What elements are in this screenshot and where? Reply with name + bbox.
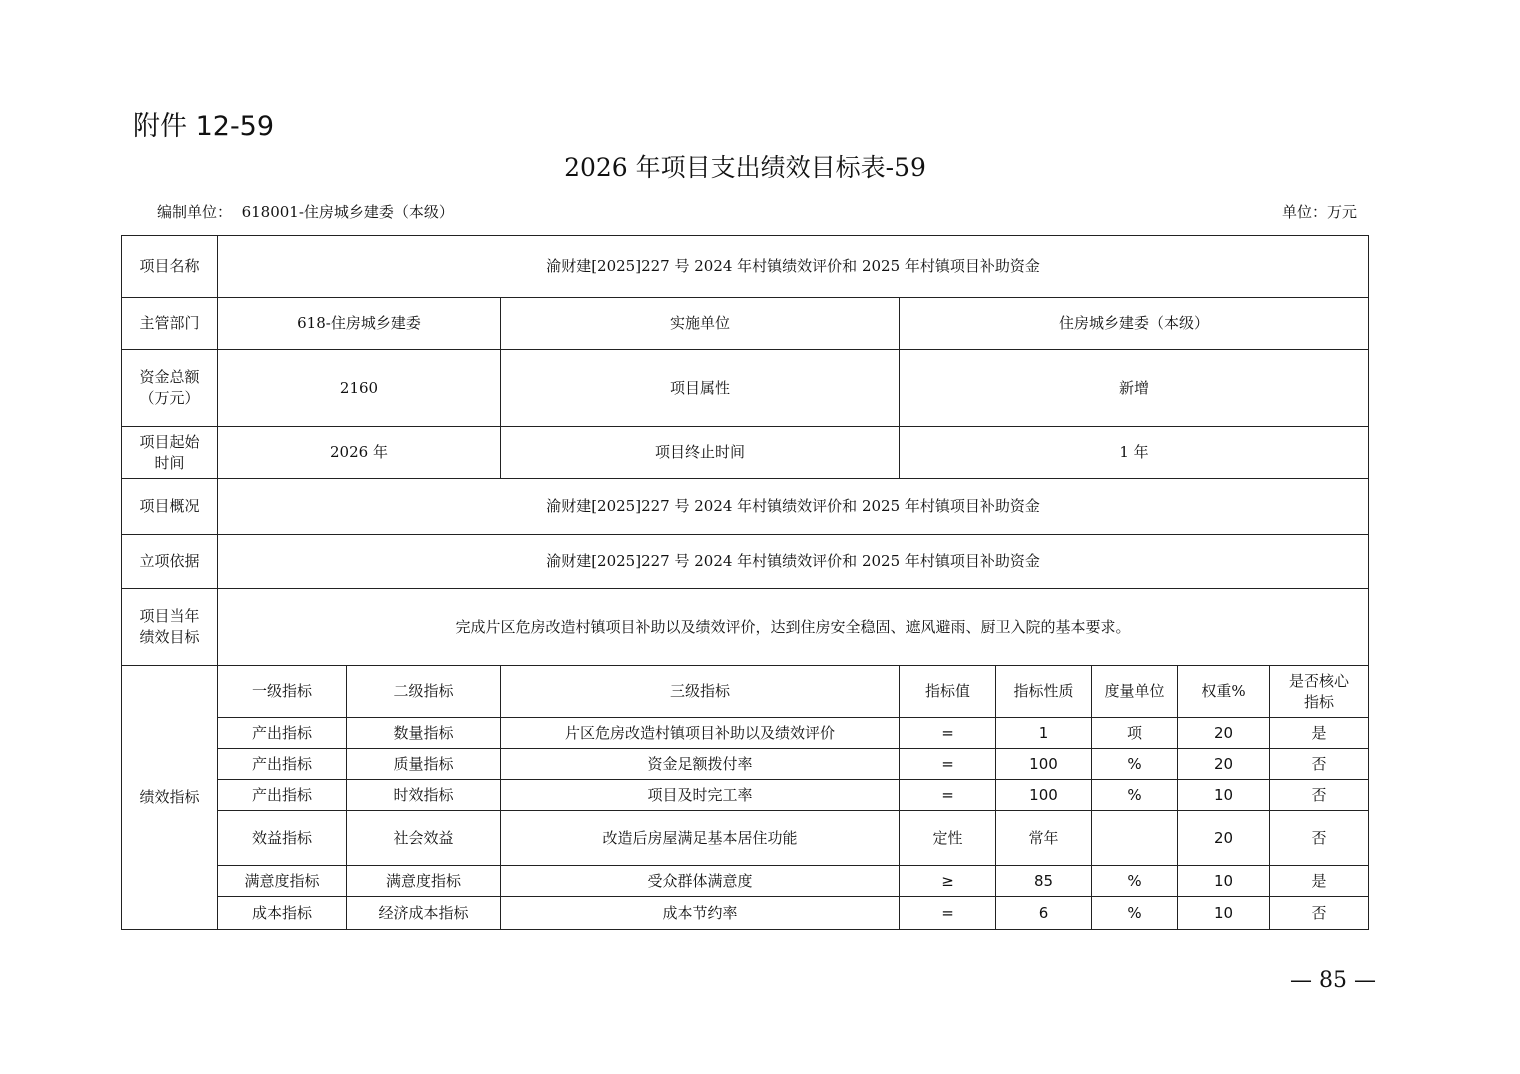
core-cell: 否 [1270, 780, 1369, 811]
page-title: 2026 年项目支出绩效目标表-59 [564, 153, 926, 182]
level2-cell: 时效指标 [347, 780, 501, 811]
table-row [122, 749, 1369, 780]
label-cell: 项目终止时间 [501, 427, 900, 479]
unit-cell: % [1092, 749, 1178, 780]
compiler-unit [157, 201, 454, 222]
row-fund [122, 350, 1369, 427]
table-row [122, 811, 1369, 866]
value-cell: 新增 [900, 350, 1369, 427]
indicator-header-row [122, 666, 1369, 718]
nature-cell: 85 [996, 866, 1092, 897]
weight-cell: 10 [1178, 866, 1270, 897]
nature-cell: 常年 [996, 811, 1092, 866]
level1-cell: 产出指标 [218, 718, 347, 749]
label-cell: 项目属性 [501, 350, 900, 427]
core-cell: 是 [1270, 866, 1369, 897]
label-cell: 实施单位 [501, 298, 900, 350]
performance-table [121, 235, 1369, 930]
compiler-label: 编制单位： [157, 203, 233, 221]
core-cell: 否 [1270, 897, 1369, 930]
header-cell [1270, 666, 1369, 718]
nature-cell: 100 [996, 780, 1092, 811]
level1-cell: 产出指标 [218, 780, 347, 811]
value-cell: 住房城乡建委（本级） [900, 298, 1369, 350]
value-op-cell: 定性 [900, 811, 996, 866]
row-project-name [122, 236, 1369, 298]
weight-cell: 20 [1178, 811, 1270, 866]
header-cell: 三级指标 [501, 666, 900, 718]
header-line: 指标 [1304, 692, 1335, 711]
page-number: — 85 — [1290, 968, 1376, 993]
weight-cell: 10 [1178, 897, 1270, 930]
row-start-time [122, 427, 1369, 479]
value-cell: 完成片区危房改造村镇项目补助以及绩效评价，达到住房安全稳固、遮风避雨、厨卫入院的基本要求。 [218, 589, 1369, 666]
header-line: 是否核心 [1289, 671, 1350, 690]
label-line: 项目起始 [139, 432, 200, 451]
header-cell: 指标性质 [996, 666, 1092, 718]
row-basis [122, 535, 1369, 589]
level2-cell: 满意度指标 [347, 866, 501, 897]
unit-cell: % [1092, 866, 1178, 897]
value-op-cell: = [900, 749, 996, 780]
value-cell: 1 年 [900, 427, 1369, 479]
header-cell: 一级指标 [218, 666, 347, 718]
header-cell: 度量单位 [1092, 666, 1178, 718]
header-cell: 二级指标 [347, 666, 501, 718]
unit-cell: % [1092, 780, 1178, 811]
label-cell: 项目名称 [122, 236, 218, 298]
header-cell: 指标值 [900, 666, 996, 718]
nature-cell: 1 [996, 718, 1092, 749]
nature-cell: 100 [996, 749, 1092, 780]
core-cell: 否 [1270, 811, 1369, 866]
level3-cell: 项目及时完工率 [501, 780, 900, 811]
level2-cell: 质量指标 [347, 749, 501, 780]
table-row [122, 718, 1369, 749]
row-overview [122, 479, 1369, 535]
table-row [122, 897, 1369, 930]
level1-cell: 满意度指标 [218, 866, 347, 897]
compiler-value: 618001-住房城乡建委（本级） [241, 203, 454, 221]
weight-cell: 10 [1178, 780, 1270, 811]
label-line: 绩效目标 [139, 628, 200, 646]
label-cell [122, 427, 218, 479]
level2-cell: 经济成本指标 [347, 897, 501, 930]
label-cell [122, 350, 218, 427]
unit-cell: 项 [1092, 718, 1178, 749]
attachment-number: 附件 12-59 [133, 111, 275, 142]
table-row [122, 780, 1369, 811]
money-unit: 单位：万元 [1281, 203, 1357, 221]
value-cell: 618-住房城乡建委 [218, 298, 501, 350]
core-cell: 是 [1270, 718, 1369, 749]
value-cell: 2160 [218, 350, 501, 427]
label-cell: 项目概况 [122, 479, 218, 535]
header-cell: 权重% [1178, 666, 1270, 718]
value-cell: 渝财建[2025]227 号 2024 年村镇绩效评价和 2025 年村镇项目补助资金 [218, 535, 1369, 589]
label-cell [122, 589, 218, 666]
value-cell: 渝财建[2025]227 号 2024 年村镇绩效评价和 2025 年村镇项目补助资金 [218, 236, 1369, 298]
weight-cell: 20 [1178, 718, 1270, 749]
level3-cell: 改造后房屋满足基本居住功能 [501, 811, 900, 866]
level1-cell: 成本指标 [218, 897, 347, 930]
table-row [122, 866, 1369, 897]
row-department [122, 298, 1369, 350]
level3-cell: 成本节约率 [501, 897, 900, 930]
nature-cell: 6 [996, 897, 1092, 930]
label-line: 项目当年 [139, 607, 200, 625]
value-op-cell: ≥ [900, 866, 996, 897]
value-op-cell: = [900, 780, 996, 811]
level1-cell: 效益指标 [218, 811, 347, 866]
unit-cell: % [1092, 897, 1178, 930]
value-op-cell: = [900, 897, 996, 930]
level3-cell: 片区危房改造村镇项目补助以及绩效评价 [501, 718, 900, 749]
level2-cell: 社会效益 [347, 811, 501, 866]
weight-cell: 20 [1178, 749, 1270, 780]
label-cell: 立项依据 [122, 535, 218, 589]
section-label: 绩效指标 [122, 666, 218, 930]
label-line: 资金总额 [139, 368, 200, 386]
core-cell: 否 [1270, 749, 1369, 780]
label-line: 时间 [154, 453, 185, 472]
level1-cell: 产出指标 [218, 749, 347, 780]
value-op-cell: = [900, 718, 996, 749]
label-line: （万元） [139, 389, 200, 407]
level3-cell: 资金足额拨付率 [501, 749, 900, 780]
label-cell: 主管部门 [122, 298, 218, 350]
level2-cell: 数量指标 [347, 718, 501, 749]
level3-cell: 受众群体满意度 [501, 866, 900, 897]
unit-cell [1092, 811, 1178, 866]
value-cell: 渝财建[2025]227 号 2024 年村镇绩效评价和 2025 年村镇项目补助资金 [218, 479, 1369, 535]
value-cell: 2026 年 [218, 427, 501, 479]
row-goal [122, 589, 1369, 666]
